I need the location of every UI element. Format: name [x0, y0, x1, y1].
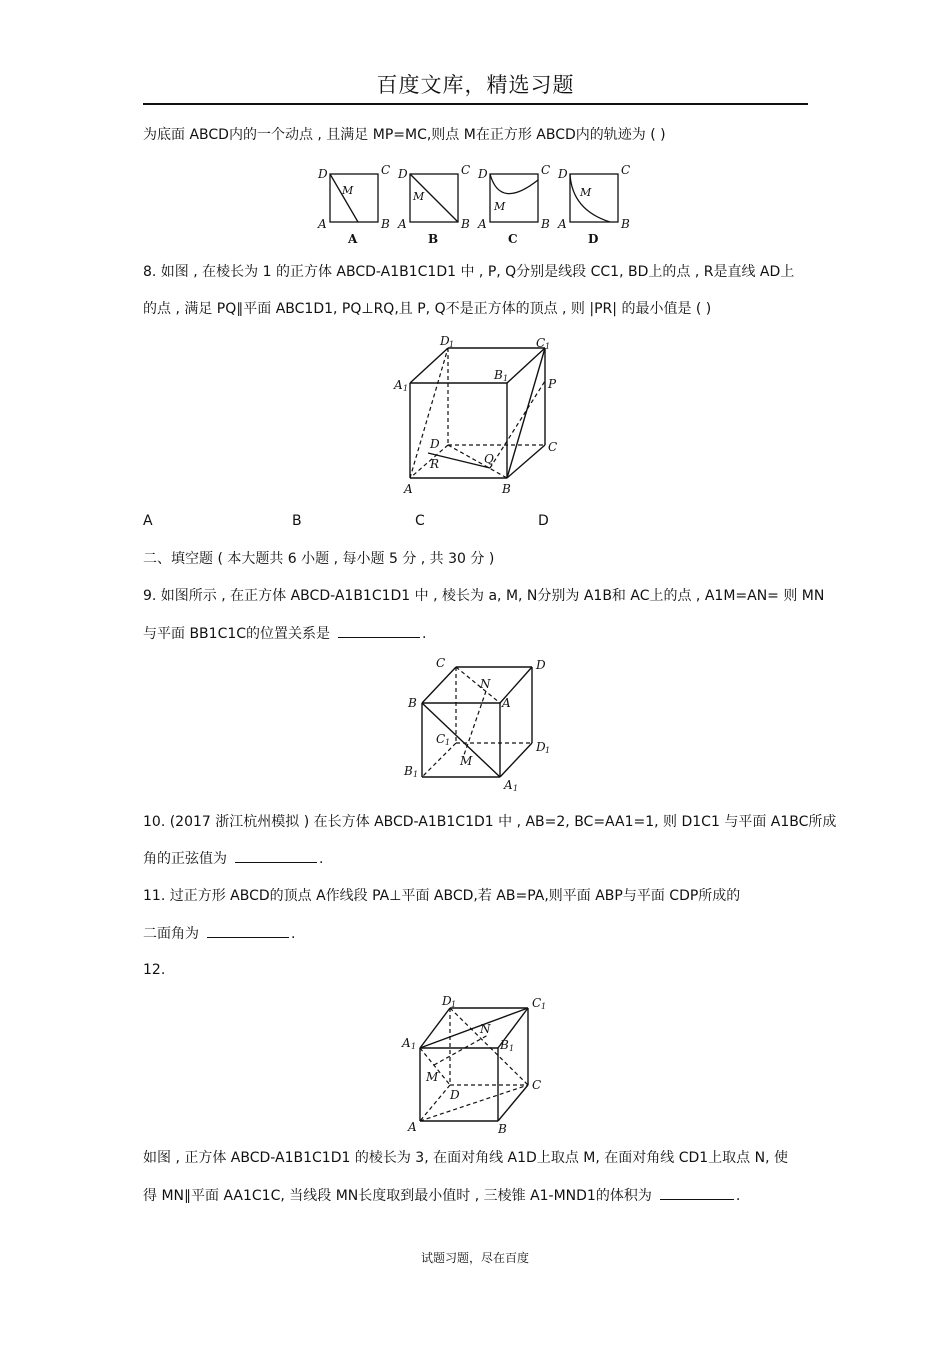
svg-text:B: B	[502, 482, 511, 496]
q10-line2: 角的正弦值为	[143, 851, 227, 867]
svg-text:A: A	[394, 378, 403, 392]
page-title: 百度文库，精选习题	[376, 73, 575, 97]
svg-text:M: M	[494, 200, 506, 213]
svg-text:B: B	[408, 696, 417, 710]
svg-text:Q: Q	[484, 452, 494, 466]
q7-caption-d: D	[588, 232, 599, 246]
q9-answer-blank	[338, 623, 420, 638]
q10-line2-wrap: 角的正弦值为 .	[143, 848, 323, 869]
q11-line1: 11. 过正方形 ABCD的顶点 A作线段 PA⊥平面 ABCD,若 AB=PA,则平面 ABP与平面 CDP所成的	[143, 888, 741, 904]
svg-text:A: A	[398, 217, 407, 231]
svg-text:1: 1	[503, 374, 509, 383]
svg-text:C: C	[541, 163, 551, 177]
svg-text:D: D	[478, 167, 488, 181]
q8-option-a: A	[143, 513, 153, 529]
q8-option-c: C	[415, 513, 425, 529]
q9-line2-wrap: 与平面 BB1C1C的位置关系是 .	[143, 623, 426, 644]
svg-text:B: B	[621, 217, 630, 231]
svg-text:N: N	[480, 1022, 491, 1036]
svg-text:C: C	[548, 440, 558, 454]
q9-line2: 与平面 BB1C1C的位置关系是	[143, 626, 331, 642]
svg-text:D: D	[450, 1088, 460, 1102]
svg-text:B: B	[461, 217, 470, 231]
svg-text:R: R	[430, 457, 440, 471]
q11-answer-blank	[207, 923, 289, 938]
svg-text:1: 1	[545, 342, 551, 351]
svg-text:C: C	[536, 336, 546, 350]
q7-caption-a: A	[348, 232, 358, 246]
q12-line1: 如图 , 正方体 ABCD-A1B1C1D1 的棱长为 3, 在面对角线 A1D上取点 M, 在面对角线 CD1上取点 N, 使	[143, 1150, 788, 1166]
page-header	[143, 70, 808, 105]
q8-option-b: B	[292, 513, 302, 529]
q10-answer-blank	[235, 848, 317, 863]
svg-text:B: B	[404, 764, 413, 778]
q7-caption-c: C	[508, 232, 518, 246]
svg-text:M: M	[342, 184, 354, 197]
q12-line2: 得 MN∥平面 AA1C1C, 当线段 MN长度取到最小值时 , 三棱锥 A1-MND1的体积为	[143, 1188, 652, 1204]
svg-text:P: P	[548, 377, 557, 391]
svg-text:1: 1	[403, 384, 409, 393]
svg-text:D: D	[318, 167, 328, 181]
q7-figure-c	[477, 163, 550, 246]
q7-figure-a	[317, 163, 390, 246]
svg-text:D: D	[442, 994, 452, 1008]
svg-text:C: C	[436, 656, 446, 670]
svg-text:D: D	[536, 658, 546, 672]
svg-text:M: M	[426, 1070, 439, 1084]
q7-figure-b	[397, 163, 470, 246]
q8-option-d: D	[538, 513, 549, 529]
section-title: 二、填空题 ( 本大题共 6 小题 , 每小题 5 分 , 共 30 分 )	[143, 551, 495, 567]
q11-line2-wrap: 二面角为 .	[143, 923, 295, 944]
svg-text:1: 1	[513, 784, 519, 793]
svg-text:1: 1	[451, 1000, 457, 1009]
svg-text:C: C	[532, 996, 542, 1010]
q12-line2-wrap: 得 MN∥平面 AA1C1C, 当线段 MN长度取到最小值时 , 三棱锥 A1-MND1的体积为 .	[143, 1185, 740, 1206]
svg-text:B: B	[500, 1038, 509, 1052]
svg-text:1: 1	[413, 770, 419, 779]
svg-text:C: C	[436, 732, 446, 746]
q7-caption-b: B	[428, 232, 439, 246]
svg-text:C: C	[621, 163, 631, 177]
svg-text:M: M	[413, 190, 425, 203]
svg-text:A: A	[402, 1036, 411, 1050]
q11-line2: 二面角为	[143, 926, 199, 942]
svg-text:B: B	[541, 217, 550, 231]
svg-text:1: 1	[445, 738, 451, 747]
svg-text:C: C	[461, 163, 471, 177]
svg-text:D: D	[398, 167, 408, 181]
svg-text:A: A	[408, 1120, 417, 1134]
svg-text:D: D	[536, 740, 546, 754]
page-footer: 试题习题，尽在百度	[420, 1251, 529, 1265]
svg-text:D: D	[558, 167, 568, 181]
svg-text:1: 1	[545, 746, 551, 755]
svg-text:D: D	[440, 334, 450, 348]
svg-text:C: C	[532, 1078, 542, 1092]
svg-text:B: B	[494, 368, 503, 382]
svg-text:A: A	[504, 778, 513, 792]
svg-text:A: A	[502, 696, 511, 710]
svg-text:N: N	[480, 677, 491, 691]
svg-text:B: B	[498, 1122, 507, 1136]
q12-number: 12.	[143, 962, 166, 978]
q7-stem: 为底面 ABCD内的一个动点 , 且满足 MP=MC,则点 M在正方形 ABCD内的轨迹为 ( )	[143, 127, 666, 143]
q9-line1: 9. 如图所示 , 在正方体 ABCD-A1B1C1D1 中 , 棱长为 a, M, N分别为 A1B和 AC上的点 , A1M=AN= 则 MN	[143, 588, 825, 604]
svg-text:1: 1	[509, 1044, 515, 1053]
q12-cube-figure	[400, 993, 550, 1136]
svg-text:A: A	[558, 217, 567, 231]
svg-text:1: 1	[541, 1002, 547, 1011]
svg-text:A: A	[404, 482, 413, 496]
q9-cube-figure	[400, 655, 551, 793]
svg-text:1: 1	[449, 340, 455, 349]
svg-text:D: D	[430, 437, 440, 451]
q12-answer-blank	[660, 1185, 734, 1200]
svg-text:B: B	[381, 217, 390, 231]
q8-line1: 8. 如图 , 在棱长为 1 的正方体 ABCD-A1B1C1D1 中 , P, Q分别是线段 CC1, BD上的点 , R是直线 AD上	[143, 264, 795, 280]
svg-text:A: A	[478, 217, 487, 231]
svg-text:C: C	[381, 163, 391, 177]
svg-text:M: M	[580, 186, 592, 199]
svg-text:M: M	[460, 754, 473, 768]
q7-option-figures	[310, 160, 640, 250]
svg-text:1: 1	[411, 1042, 417, 1051]
q8-line2: 的点 , 满足 PQ∥平面 ABC1D1, PQ⊥RQ,且 P, Q不是正方体的顶点 , 则 |PR| 的最小值是 ( )	[143, 301, 712, 317]
svg-text:A: A	[318, 217, 327, 231]
q8-cube-figure	[390, 333, 565, 498]
q10-line1: 10. (2017 浙江杭州模拟 ) 在长方体 ABCD-A1B1C1D1 中 , AB=2, BC=AA1=1, 则 D1C1 与平面 A1BC所成	[143, 814, 837, 830]
q7-figure-d	[557, 163, 630, 246]
